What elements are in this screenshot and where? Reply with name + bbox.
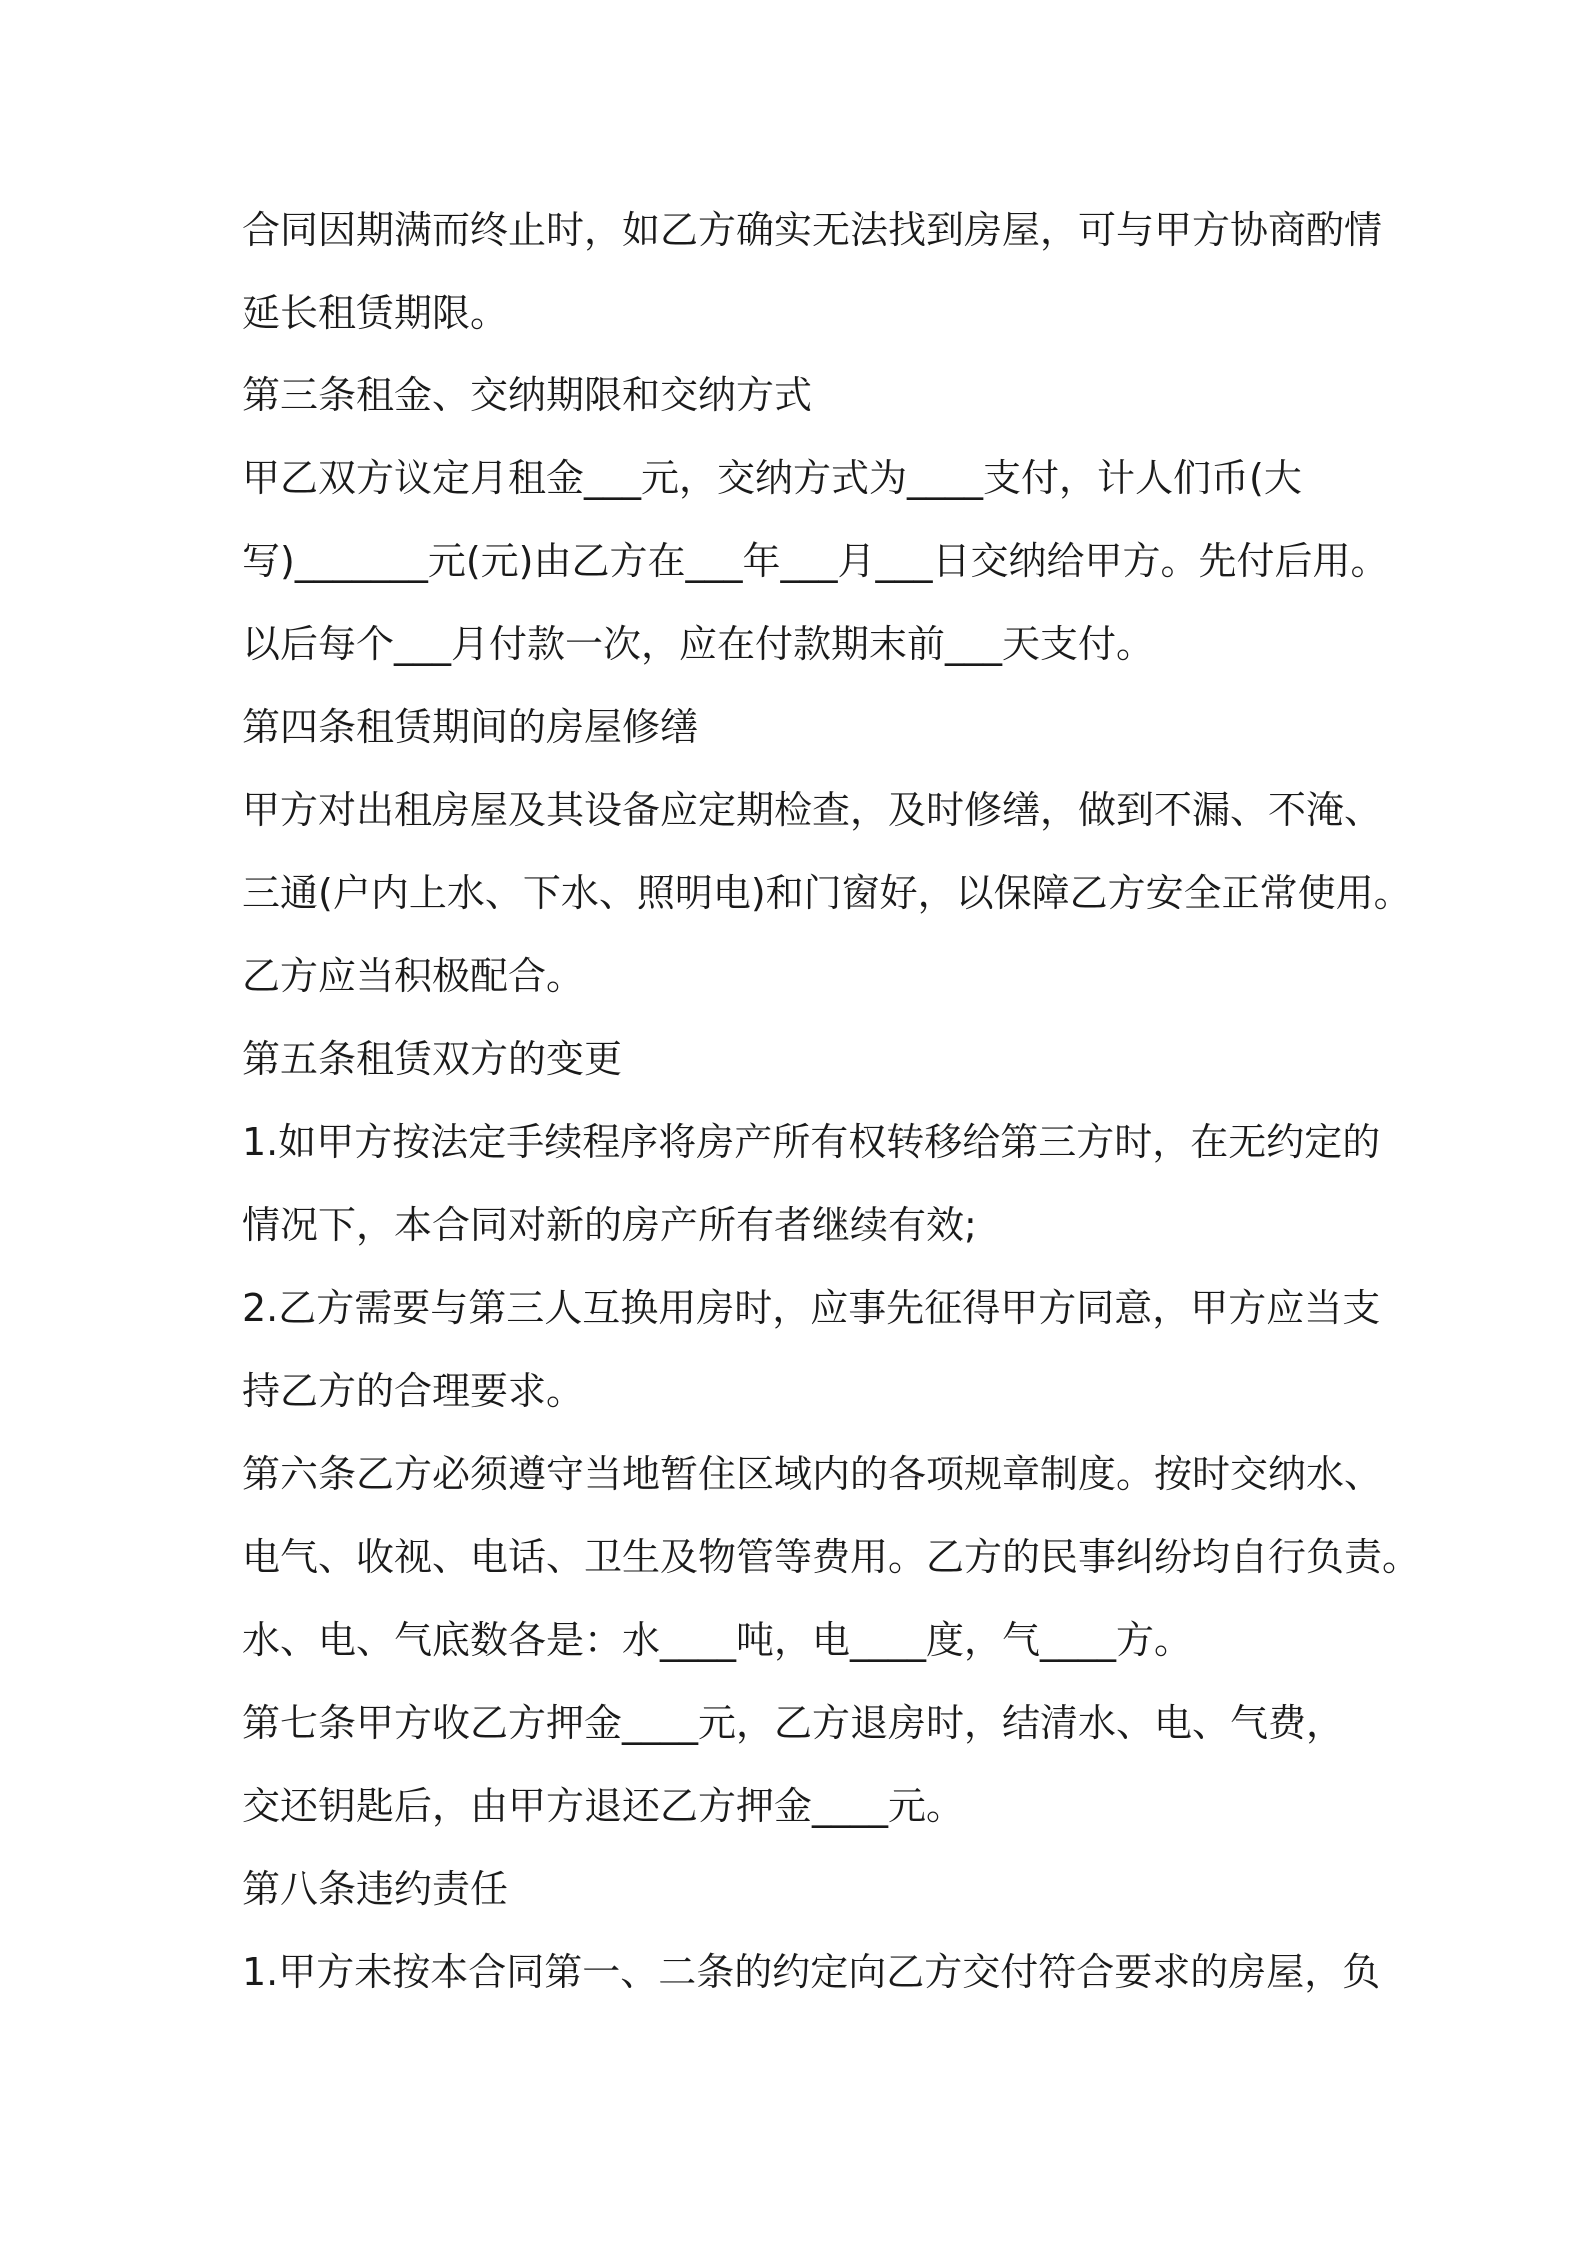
text-line: 情况下，本合同对新的房产所有者继续有效; xyxy=(242,1203,977,1247)
text-line: 以后每个___月付款一次，应在付款期末前___天支付。 xyxy=(242,622,1155,666)
text-line: 2.乙方需要与第三人互换用房时，应事先征得甲方同意，甲方应当支 xyxy=(242,1286,1381,1330)
section-heading: 第六条乙方必须遵守当地暂住区域内的各项规章制度。按时交纳水、 xyxy=(242,1452,1383,1496)
text-line: 延长租赁期限。 xyxy=(242,291,509,335)
text-line: 交还钥匙后，由甲方退还乙方押金____元。 xyxy=(242,1784,965,1828)
section-heading: 第四条租赁期间的房屋修缮 xyxy=(242,705,699,749)
text-line: 电气、收视、电话、卫生及物管等费用。乙方的民事纠纷均自行负责。 xyxy=(242,1535,1421,1579)
text-line: 甲乙双方议定月租金___元，交纳方式为____支付，计人们币(大 xyxy=(242,456,1302,500)
section-heading: 第七条甲方收乙方押金____元，乙方退房时，结清水、电、气费， xyxy=(242,1701,1345,1745)
text-line: 乙方应当积极配合。 xyxy=(242,954,585,998)
text-line: 合同因期满而终止时，如乙方确实无法找到房屋，可与甲方协商酌情 xyxy=(242,208,1383,252)
text-line: 三通(户内上水、下水、照明电)和门窗好，以保障乙方安全正常使用。 xyxy=(242,871,1412,915)
section-heading: 第三条租金、交纳期限和交纳方式 xyxy=(242,373,813,417)
text-line: 水、电、气底数各是：水____吨，电____度，气____方。 xyxy=(242,1618,1193,1662)
section-heading: 第八条违约责任 xyxy=(242,1867,509,1911)
text-line: 写)_______元(元)由乙方在___年___月___日交纳给甲方。先付后用。 xyxy=(242,539,1389,583)
text-line: 1.甲方未按本合同第一、二条的约定向乙方交付符合要求的房屋，负 xyxy=(242,1950,1381,1994)
text-line: 1.如甲方按法定手续程序将房产所有权转移给第三方时，在无约定的 xyxy=(242,1120,1381,1164)
text-line: 甲方对出租房屋及其设备应定期检查，及时修缮，做到不漏、不淹、 xyxy=(242,788,1383,832)
section-heading: 第五条租赁双方的变更 xyxy=(242,1037,623,1081)
text-line: 持乙方的合理要求。 xyxy=(242,1369,585,1413)
